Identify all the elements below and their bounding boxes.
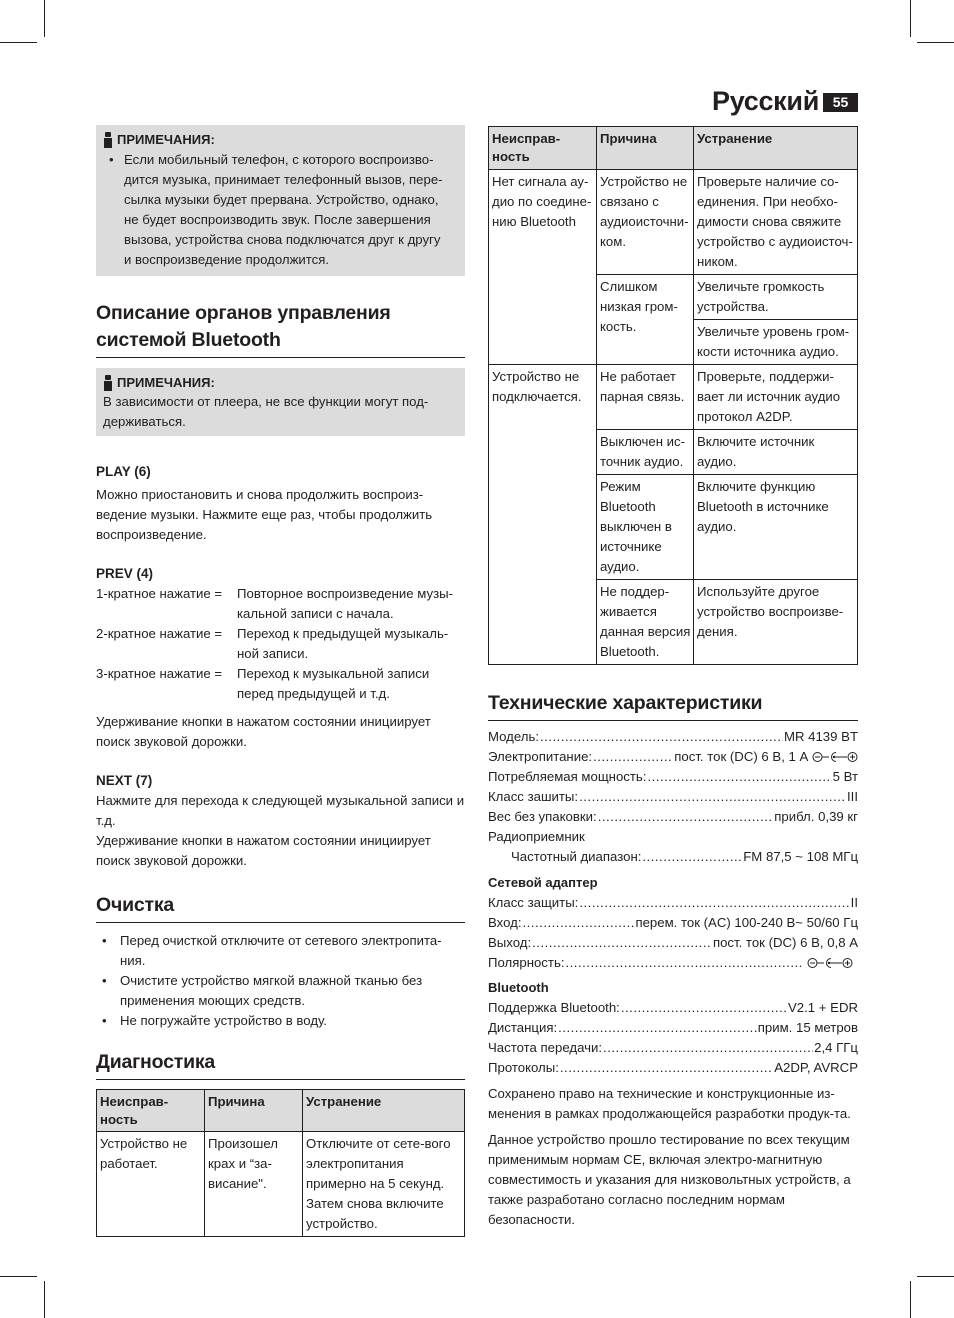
table-row <box>489 170 858 275</box>
note-list <box>103 150 457 270</box>
press-value: Повторное воспроизведение музы-кальной записи с начала. <box>237 586 454 621</box>
page-number: 55 <box>823 93 858 112</box>
spec-key: Вход: <box>488 915 522 930</box>
fix-cell: Проверьте наличие со-единения. При необхо-димости снова свяжите устройство с аудиоисточ-ником. <box>694 170 858 275</box>
list-item: • Очистите устройство мягкой влажной тканью без применения моющих средств. <box>96 971 459 1011</box>
spec-row <box>488 787 858 807</box>
table-row <box>97 1132 465 1237</box>
fault-cell: Устройство не работает. <box>97 1132 205 1237</box>
next-text: Нажмите для перехода к следующей музыкальной записи и т.д. <box>96 793 465 828</box>
note-box <box>96 125 465 276</box>
table-header-row <box>97 1090 465 1132</box>
cause-cell: Не работает парная связь. <box>597 365 694 430</box>
header-fault: Неисправ-ность <box>489 127 597 170</box>
press-row <box>96 664 465 704</box>
header-fix: Устранение <box>694 127 858 170</box>
cause-cell: Произошел крах и “за-висание". <box>205 1132 303 1237</box>
spec-value: A2DP, AVRCP <box>774 1060 858 1075</box>
note-heading <box>103 131 457 149</box>
press-key: 1-кратное нажатие = <box>96 586 223 601</box>
note-title: ПРИМЕЧАНИЯ: <box>117 132 215 147</box>
spec-value <box>801 953 858 973</box>
spec-list-general <box>488 727 858 867</box>
fix-cell: Отключите от сете-вого электропитания примерно на 5 секунд. Затем снова включите устройство. <box>303 1132 465 1237</box>
diagnostics-table <box>96 1089 465 1237</box>
spec-key: Класс зашиты: <box>488 789 579 804</box>
crop-mark <box>44 0 45 37</box>
cause-cell: Выключен ис-точник аудио. <box>597 430 694 475</box>
spec-key: Поддержка Bluetooth: <box>488 1000 620 1015</box>
spec-row <box>488 913 858 933</box>
spec-row <box>488 727 858 747</box>
title-line: Описание органов управления <box>96 302 391 324</box>
section-title-specs: Технические характеристики <box>488 690 858 721</box>
next-hold-text: Удерживание кнопки в нажатом состоянии инициирует поиск звуковой дорожки. <box>96 833 431 868</box>
crop-mark <box>0 1276 37 1277</box>
spec-value: 5 Вт <box>832 769 858 784</box>
spec-value: пост. ток (DC) 6 В, 0,8 А <box>712 935 858 950</box>
fault-cell: Устройство не подключается. <box>489 365 597 665</box>
cause-cell: Слишком низкая гром-кость. <box>597 275 694 365</box>
language-title: Русский <box>712 86 819 116</box>
left-column <box>96 125 465 1237</box>
crop-mark <box>44 1281 45 1318</box>
info-icon <box>103 375 113 391</box>
spec-value: прибл. 0,39 кг <box>774 809 858 824</box>
spec-row <box>488 1058 858 1078</box>
cause-cell: Режим Bluetooth выключен в источнике аудио. <box>597 475 694 580</box>
header-fix: Устранение <box>303 1090 465 1132</box>
spec-value: 2,4 ГГц <box>814 1040 858 1055</box>
fix-cell: Увеличьте громкость устройства. <box>694 275 858 320</box>
spec-key: Выход: <box>488 935 532 950</box>
spec-key: Электропитание: <box>488 749 593 764</box>
next-title: NEXT (7) <box>96 773 153 788</box>
fix-cell: Включите источник аудио. <box>694 430 858 475</box>
crop-mark <box>0 42 37 43</box>
section-title-diagnostics: Диагностика <box>96 1049 465 1080</box>
spec-key: Дистанция: <box>488 1020 558 1035</box>
section-title-bluetooth-controls <box>96 300 465 358</box>
press-key: 2-кратное нажатие = <box>96 626 223 641</box>
spec-value: MR 4139 BT <box>783 729 858 744</box>
cause-cell: Не поддер-живается данная версия Bluetooth. <box>597 580 694 665</box>
crop-mark <box>917 1276 954 1277</box>
spec-row <box>488 953 858 973</box>
fix-cell: Включите функцию Bluetooth в источнике аудио. <box>694 475 858 580</box>
polarity-icon <box>802 957 858 969</box>
spec-key: Полярность: <box>488 955 565 970</box>
spec-row <box>488 933 858 953</box>
polarity-icon <box>812 751 858 763</box>
spec-row <box>488 747 858 767</box>
adapter-title: Сетевой адаптер <box>488 875 598 890</box>
press-row <box>96 624 465 664</box>
spec-key: Модель: <box>488 729 539 744</box>
cause-cell: Устройство не связано с аудиоисточни-ком. <box>597 170 694 275</box>
header-cause: Причина <box>597 127 694 170</box>
spec-value: FM 87,5 ~ 108 МГц <box>743 849 858 864</box>
right-column <box>488 126 858 1230</box>
crop-mark <box>917 42 954 43</box>
spec-key: Потребляемая мощность: <box>488 769 647 784</box>
title-line: системой Bluetooth <box>96 329 281 351</box>
spec-list-adapter <box>488 893 858 973</box>
table-header-row <box>489 127 858 170</box>
note-title: ПРИМЕЧАНИЯ: <box>117 375 215 390</box>
fix-cell: Используйте другое устройство воспроизве-дения. <box>694 580 858 665</box>
note-heading <box>103 374 457 392</box>
bluetooth-title: Bluetooth <box>488 980 549 995</box>
header-cause: Причина <box>205 1090 303 1132</box>
spec-key: Вес без упаковки: <box>488 809 597 824</box>
spec-value: II <box>850 895 858 910</box>
spec-row <box>488 893 858 913</box>
spec-row <box>488 767 858 787</box>
press-key: 3-кратное нажатие = <box>96 666 223 681</box>
spec-list-bluetooth <box>488 998 858 1078</box>
crop-mark <box>910 1281 911 1318</box>
table-row <box>489 365 858 430</box>
press-row <box>96 584 465 624</box>
fix-cell: Увеличьте уровень гром-кости источника аудио. <box>694 320 858 365</box>
press-value: Переход к предыдущей музыкаль-ной записи. <box>237 626 449 661</box>
cleaning-list <box>96 931 465 1031</box>
spec-key: Частота передачи: <box>488 1040 603 1055</box>
spec-row <box>488 847 858 867</box>
header-fault: Неисправ-ность <box>97 1090 205 1132</box>
list-item: • Если мобильный телефон, с которого воспроизво-дится музыка, принимает телефонный вызов, пере-сылка музыки будет прервана. Устройство, однако, не будет воспроизводить звук. После завершения вызова, устройства снова подключатся друг к другу и воспроизведение продолжится. <box>103 150 449 270</box>
spec-value: перем. ток (AC) 100-240 В~ 50/60 Гц <box>635 915 858 930</box>
spec-row <box>488 1038 858 1058</box>
spec-key: Частотный диапазон: <box>511 849 642 864</box>
spec-row <box>488 1018 858 1038</box>
spec-value: V2.1 + EDR <box>787 1000 858 1015</box>
spec-value: III <box>847 789 858 804</box>
fix-cell: Проверьте, поддержи-вает ли источник аудио протокол A2DP. <box>694 365 858 430</box>
spec-value: пост. ток (DC) 6 В, 1 А <box>673 747 858 767</box>
compliance-text: Данное устройство прошло тестирование по всех текущим применимым нормам CE, включая электро-магнитную совместимость и указания для низковольтных устройств, а также разработано согласно последним нормам безопасности. <box>488 1132 851 1227</box>
play-text: Можно приостановить и снова продолжить воспроиз-ведение музыки. Нажмите еще раз, чтобы продолжить воспроизведение. <box>96 487 433 542</box>
note-text: В зависимости от плеера, не все функции могут под-держиваться. <box>103 394 429 429</box>
troubleshooting-table <box>488 126 858 665</box>
list-item: • Перед очисткой отключите от сетевого электропита-ния. <box>96 931 459 971</box>
section-title-cleaning: Очистка <box>96 892 465 923</box>
spec-row <box>488 807 858 827</box>
spec-row <box>488 998 858 1018</box>
press-value: Переход к музыкальной записи перед предыдущей и т.д. <box>237 666 430 701</box>
prev-title: PREV (4) <box>96 566 154 581</box>
crop-mark <box>910 0 911 37</box>
spec-key: Класс защиты: <box>488 895 579 910</box>
prev-actions <box>96 584 465 704</box>
list-item: • Не погружайте устройство в воду. <box>96 1011 459 1031</box>
play-title: PLAY (6) <box>96 464 151 479</box>
spec-value: прим. 15 метров <box>757 1020 858 1035</box>
spec-key: Протоколы: <box>488 1060 559 1075</box>
fault-cell: Нет сигнала ау-дио по соедине-нию Bluetooth <box>489 170 597 365</box>
radio-label: Радиоприемник <box>488 829 585 844</box>
rights-text: Сохранено право на технические и конструкционные из-менения в рамках продолжающейся разработки продук-та. <box>488 1086 851 1121</box>
info-icon <box>103 132 113 148</box>
note-box <box>96 368 465 436</box>
prev-hold-text: Удерживание кнопки в нажатом состоянии инициирует поиск звуковой дорожки. <box>96 714 431 749</box>
